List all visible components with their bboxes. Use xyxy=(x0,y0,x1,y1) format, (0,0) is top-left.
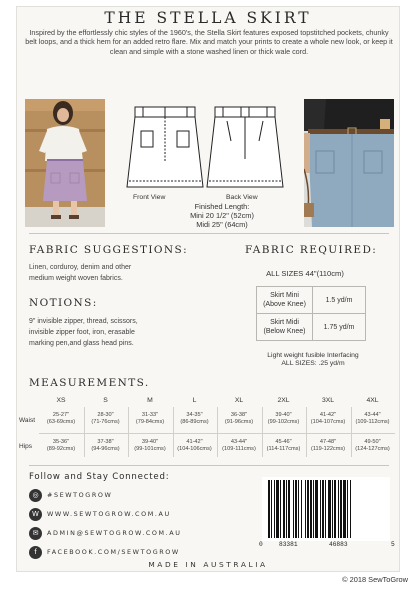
social-link-row[interactable] xyxy=(29,487,112,503)
skirt-flat-drawings xyxy=(123,101,287,193)
barcode-digit: 5 xyxy=(391,541,395,548)
fabric-view-cell xyxy=(257,314,313,341)
follow-heading: Follow and Stay Connected: xyxy=(29,472,170,482)
hips-cell xyxy=(306,439,350,452)
page-title: THE STELLA SKIRT xyxy=(104,9,312,27)
waist-value: (99-102cms) xyxy=(267,418,300,425)
hips-cell xyxy=(84,439,128,452)
size-header: XS xyxy=(56,397,66,404)
measurements-heading: MEASUREMENTS. xyxy=(29,377,150,389)
fabric-suggestions-line: Linen, corduroy, denim and other xyxy=(29,264,132,271)
waist-cell xyxy=(84,412,128,425)
waist-value: 41-42" xyxy=(319,412,337,418)
front-view-caption: Front View xyxy=(133,194,166,201)
instagram-icon: ◎ xyxy=(29,489,42,502)
waist-value: 34-35" xyxy=(186,412,203,418)
web-icon: W xyxy=(29,508,42,521)
model-photo-left xyxy=(25,99,105,227)
barcode-image xyxy=(262,477,390,541)
hips-cell xyxy=(39,439,83,452)
barcode-bar xyxy=(328,480,331,538)
size-header: M xyxy=(147,397,153,404)
fabric-view-label: Skirt Mini xyxy=(270,292,299,299)
hips-cell xyxy=(351,439,395,452)
barcode-bar xyxy=(280,480,281,538)
barcode-bar xyxy=(334,480,336,538)
waist-value: 28-30" xyxy=(97,412,114,418)
pattern-back-cover xyxy=(16,6,400,572)
barcode-bar xyxy=(307,480,309,538)
model-photo-right xyxy=(304,99,394,227)
hips-cell xyxy=(128,439,172,452)
fabric-view-cell xyxy=(257,287,313,314)
waist-value: (91-96cms) xyxy=(224,418,254,425)
barcode-bar xyxy=(268,480,270,538)
fabric-required-heading: FABRIC REQUIRED: xyxy=(245,244,378,256)
made-in-label: MADE IN AUSTRALIA xyxy=(148,560,268,569)
waist-value: (104-107cms) xyxy=(310,418,346,425)
fabric-view-label: Skirt Midi xyxy=(270,319,299,326)
size-header: XL xyxy=(234,397,244,404)
barcode-bar xyxy=(320,480,321,538)
fabric-amount-cell: 1.75 yd/m xyxy=(313,314,366,341)
fabric-required-table xyxy=(256,286,366,341)
model-denim-skirt-image xyxy=(304,99,394,227)
barcode-bar xyxy=(301,480,302,538)
barcode-bar xyxy=(325,480,326,538)
hips-value: 39-40" xyxy=(141,439,159,445)
social-link-text: FACEBOOK.COM/SEWTOGROW xyxy=(47,548,180,556)
barcode-bar xyxy=(286,480,287,538)
fabric-view-sub: (Below Knee) xyxy=(263,328,306,335)
waist-value: 39-40" xyxy=(275,412,292,418)
back-view-caption: Back View xyxy=(226,194,258,201)
size-header: 4XL xyxy=(366,397,379,404)
notions-line: 9" invisible zipper, thread, scissors, xyxy=(29,318,138,325)
fabric-width: ALL SIZES 44"(110cm) xyxy=(266,269,344,278)
hips-value: 35-36" xyxy=(52,439,70,445)
table-row xyxy=(257,314,366,341)
hips-value: (119-122cms) xyxy=(310,445,346,452)
waist-value: 25-27" xyxy=(52,412,70,418)
fabric-suggestions-line: medium weight woven fabrics. xyxy=(29,275,123,282)
notions-heading: NOTIONS: xyxy=(29,297,98,309)
waist-value: 43-44" xyxy=(364,412,381,418)
barcode-bar xyxy=(288,480,290,538)
waist-value: 31-33" xyxy=(141,412,159,418)
barcode-bar xyxy=(350,480,351,538)
hips-value: 45-46" xyxy=(275,439,292,445)
finished-length-midi: Midi 25" (64cm) xyxy=(196,220,248,229)
model-pink-skirt-image xyxy=(25,99,105,227)
barcode-bar xyxy=(322,480,324,538)
barcode-bar xyxy=(293,480,294,538)
row-divider xyxy=(39,433,395,434)
barcode-bar xyxy=(315,480,318,538)
waist-value: (86-89cms) xyxy=(180,418,209,425)
finished-length-label: Finished Length: xyxy=(194,202,250,211)
waist-value: (63-69cms) xyxy=(46,418,76,425)
social-link-text: ADMIN@SEWTOGROW.COM.AU xyxy=(47,529,182,537)
waist-label: Waist xyxy=(19,417,36,424)
barcode-bar xyxy=(283,480,285,538)
waist-value: 36-38" xyxy=(230,412,248,418)
facebook-icon: f xyxy=(29,546,42,559)
barcode-bar xyxy=(340,480,342,538)
size-header: 3XL xyxy=(321,397,335,404)
waist-cell xyxy=(173,412,217,425)
waist-cell xyxy=(128,412,172,425)
size-header: S xyxy=(103,397,108,404)
waist-value: (79-84cms) xyxy=(135,418,165,425)
hips-value: 41-42" xyxy=(186,439,203,445)
fabric-view-sub: (Above Knee) xyxy=(263,301,306,308)
hips-value: 43-44" xyxy=(230,439,248,445)
notions-text xyxy=(29,316,138,349)
hips-value: 49-50" xyxy=(364,439,381,445)
waist-value: (109-112cms) xyxy=(355,418,390,425)
barcode-digit: 0 xyxy=(259,541,263,548)
intro-paragraph: Inspired by the effortlessly chic styles of the 1960's, the Stella Skirt features exposed topstitched pockets, chunky belt loops, and a thick hem for an added retro flare. Mix and match your prints to create a whole new look, or keep it clean and simple with a stone washed linen or thick wale cord. xyxy=(25,28,393,56)
hips-label: Hips xyxy=(19,443,33,450)
hips-value: (124-127cms) xyxy=(355,445,390,452)
copyright-notice: © 2018 SewToGrow xyxy=(342,575,408,584)
finished-length xyxy=(167,202,277,229)
social-link-text: WWW.SEWTOGROW.COM.AU xyxy=(47,510,171,518)
hips-cell xyxy=(173,439,217,452)
hips-value: 47-48" xyxy=(319,439,337,445)
fabric-suggestions-text xyxy=(29,262,131,284)
waist-cell xyxy=(351,412,395,425)
barcode-bar xyxy=(271,480,272,538)
social-link-row[interactable] xyxy=(29,525,182,541)
fabric-amount-cell: 1.5 yd/m xyxy=(313,287,366,314)
interfacing-note xyxy=(250,352,376,369)
barcode-bar xyxy=(347,480,348,538)
hips-value: (99-101cms) xyxy=(134,445,166,452)
waist-cell xyxy=(217,412,261,425)
barcode-bar xyxy=(310,480,312,538)
notions-line: marking pen,and glass head pins. xyxy=(29,340,134,347)
barcode-digit: 83381 xyxy=(279,541,298,548)
barcode-bar xyxy=(305,480,306,538)
hips-value: (109-111cms) xyxy=(222,445,256,452)
barcode-digit: 46883 xyxy=(329,541,348,548)
table-row xyxy=(257,287,366,314)
hips-cell xyxy=(262,439,306,452)
barcode-bar xyxy=(343,480,346,538)
barcode-bar xyxy=(298,480,299,538)
divider-top xyxy=(29,233,389,234)
notions-line: invisible zipper foot, iron, erasable xyxy=(29,329,135,336)
interfacing-sizes: ALL SIZES: .25 yd/m xyxy=(281,360,345,368)
fabric-suggestions-heading: FABRIC SUGGESTIONS: xyxy=(29,244,189,256)
barcode-bar xyxy=(276,480,279,538)
hips-cell xyxy=(217,439,261,452)
waist-cell xyxy=(39,412,83,425)
email-icon: ✉ xyxy=(29,527,42,540)
waist-cell xyxy=(306,412,350,425)
barcode-bar xyxy=(338,480,339,538)
interfacing-line: Light weight fusible Interfacing xyxy=(267,352,359,359)
social-link-row[interactable] xyxy=(29,544,180,560)
waist-value: (71-76cms) xyxy=(91,418,120,425)
social-link-row[interactable] xyxy=(29,506,171,522)
divider-bottom xyxy=(29,465,389,466)
barcode-bar xyxy=(295,480,297,538)
barcode-bar xyxy=(313,480,314,538)
hips-value: 37-38" xyxy=(97,439,114,445)
barcode-bar xyxy=(274,480,275,538)
barcode-bar xyxy=(332,480,333,538)
waist-cell xyxy=(262,412,306,425)
hips-value: (89-92cms) xyxy=(46,445,76,452)
hips-value: (114-117cms) xyxy=(266,445,301,452)
social-link-text: #SEWTOGROW xyxy=(47,491,113,499)
finished-length-mini: Mini 20 1/2" (52cm) xyxy=(190,211,254,220)
size-header: L xyxy=(192,397,197,404)
hips-value: (104-106cms) xyxy=(177,445,212,452)
hips-value: (94-96cms) xyxy=(91,445,120,452)
technical-drawings xyxy=(123,101,287,193)
size-header: 2XL xyxy=(277,397,290,404)
